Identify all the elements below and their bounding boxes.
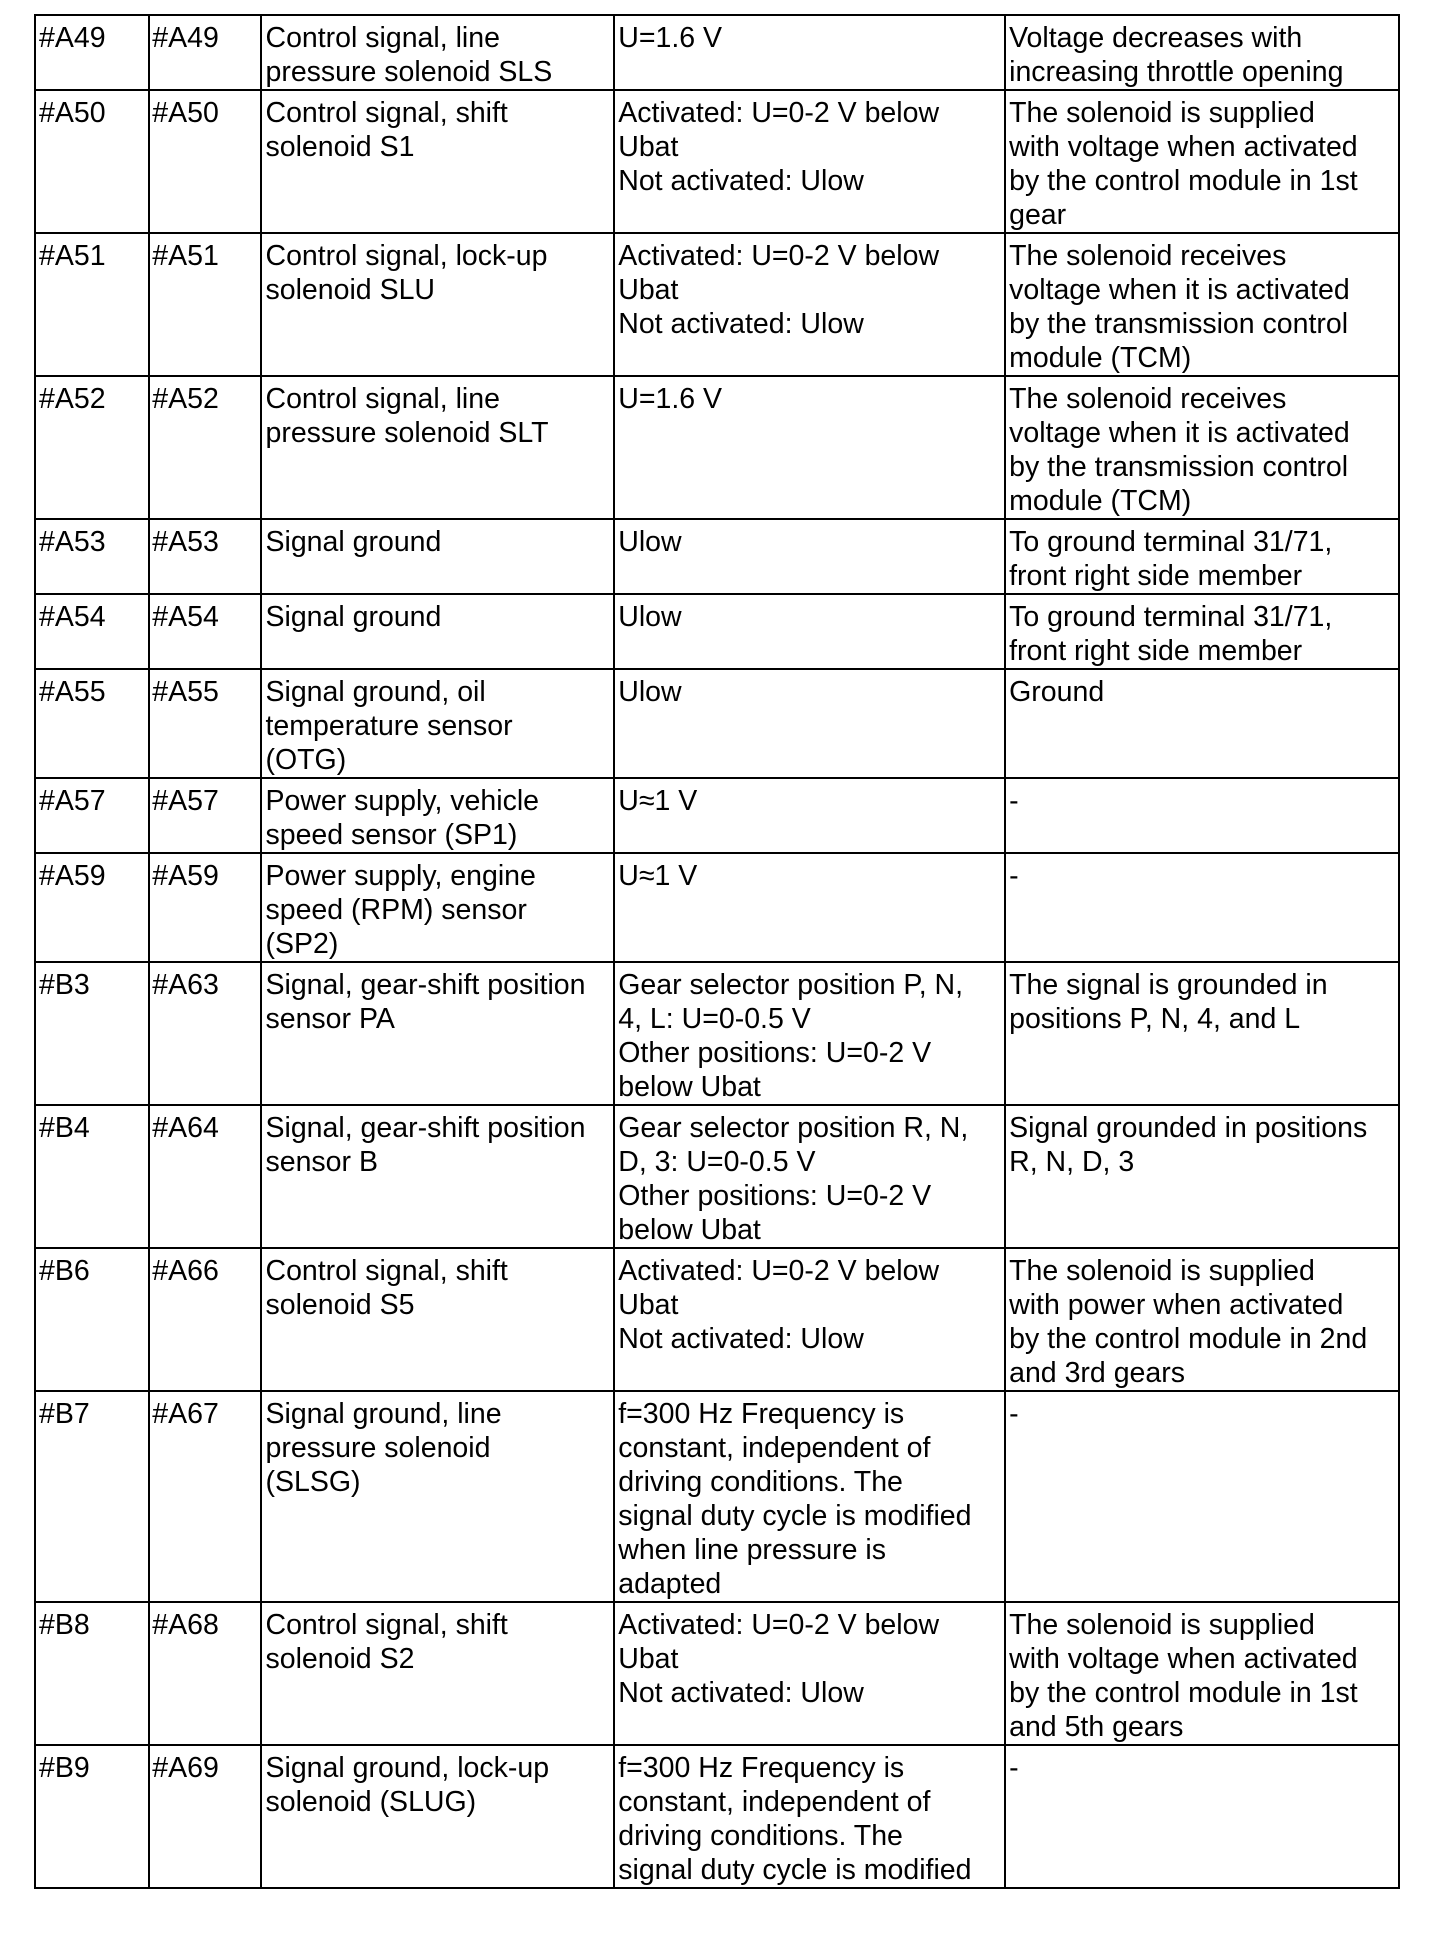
- pin-cell-b: #A67: [149, 1391, 261, 1602]
- pin-cell-b: #A49: [149, 15, 261, 90]
- table-row: [35, 1105, 1399, 1248]
- value-cell: Ulow: [614, 669, 1005, 778]
- table-row: [35, 962, 1399, 1105]
- description-cell: Control signal, line pressure solenoid SLT: [261, 376, 614, 519]
- value-cell: Activated: U=0-2 V below Ubat Not activated: Ulow: [614, 90, 1005, 233]
- note-cell: Voltage decreases with increasing throttle opening: [1005, 15, 1399, 90]
- note-cell: Signal grounded in positions R, N, D, 3: [1005, 1105, 1399, 1248]
- note-cell: The solenoid is supplied with voltage when activated by the control module in 1st gear: [1005, 90, 1399, 233]
- note-cell: -: [1005, 778, 1399, 853]
- description-cell: Control signal, lock-up solenoid SLU: [261, 233, 614, 376]
- value-cell: U≈1 V: [614, 778, 1005, 853]
- note-cell: -: [1005, 853, 1399, 962]
- description-cell: Power supply, engine speed (RPM) sensor (SP2): [261, 853, 614, 962]
- description-cell: Signal ground: [261, 594, 614, 669]
- pin-cell-a: #A57: [35, 778, 149, 853]
- note-cell: -: [1005, 1391, 1399, 1602]
- table-row: [35, 669, 1399, 778]
- note-cell: The solenoid receives voltage when it is activated by the transmission control module (TCM): [1005, 376, 1399, 519]
- pin-cell-b: #A57: [149, 778, 261, 853]
- table-row: [35, 853, 1399, 962]
- note-cell: The solenoid receives voltage when it is activated by the transmission control module (TCM): [1005, 233, 1399, 376]
- table-row: [35, 1391, 1399, 1602]
- pin-cell-b: #A53: [149, 519, 261, 594]
- note-cell: The solenoid is supplied with power when activated by the control module in 2nd and 3rd gears: [1005, 1248, 1399, 1391]
- pin-cell-a: #A59: [35, 853, 149, 962]
- note-cell: The solenoid is supplied with voltage when activated by the control module in 1st and 5th gears: [1005, 1602, 1399, 1745]
- pin-cell-b: #A51: [149, 233, 261, 376]
- table-row: [35, 233, 1399, 376]
- pin-cell-a: #A53: [35, 519, 149, 594]
- table-row: [35, 1745, 1399, 1888]
- pin-table-body: [35, 15, 1399, 1888]
- description-cell: Signal, gear-shift position sensor B: [261, 1105, 614, 1248]
- table-row: [35, 1602, 1399, 1745]
- pin-cell-a: #A50: [35, 90, 149, 233]
- pin-cell-a: #A52: [35, 376, 149, 519]
- pin-cell-a: #B4: [35, 1105, 149, 1248]
- pin-cell-a: #A54: [35, 594, 149, 669]
- pin-cell-b: #A50: [149, 90, 261, 233]
- value-cell: Gear selector position P, N, 4, L: U=0-0.5 V Other positions: U=0-2 V below Ubat: [614, 962, 1005, 1105]
- value-cell: U=1.6 V: [614, 15, 1005, 90]
- note-cell: Ground: [1005, 669, 1399, 778]
- value-cell: U=1.6 V: [614, 376, 1005, 519]
- note-cell: To ground terminal 31/71, front right side member: [1005, 519, 1399, 594]
- pin-cell-b: #A66: [149, 1248, 261, 1391]
- note-cell: To ground terminal 31/71, front right side member: [1005, 594, 1399, 669]
- value-cell: Ulow: [614, 594, 1005, 669]
- table-row: [35, 1248, 1399, 1391]
- pin-cell-a: #A51: [35, 233, 149, 376]
- value-cell: f=300 Hz Frequency is constant, independent of driving conditions. The signal duty cycle is modified when line pressure is adapted: [614, 1391, 1005, 1602]
- pin-cell-a: #B8: [35, 1602, 149, 1745]
- description-cell: Power supply, vehicle speed sensor (SP1): [261, 778, 614, 853]
- pin-cell-b: #A59: [149, 853, 261, 962]
- value-cell: f=300 Hz Frequency is constant, independent of driving conditions. The signal duty cycle is modified: [614, 1745, 1005, 1888]
- description-cell: Signal ground: [261, 519, 614, 594]
- table-row: [35, 594, 1399, 669]
- table-row: [35, 519, 1399, 594]
- value-cell: Gear selector position R, N, D, 3: U=0-0.5 V Other positions: U=0-2 V below Ubat: [614, 1105, 1005, 1248]
- value-cell: Activated: U=0-2 V below Ubat Not activated: Ulow: [614, 1248, 1005, 1391]
- pin-cell-b: #A54: [149, 594, 261, 669]
- pin-cell-b: #A68: [149, 1602, 261, 1745]
- table-row: [35, 15, 1399, 90]
- description-cell: Signal ground, lock-up solenoid (SLUG): [261, 1745, 614, 1888]
- table-row: [35, 90, 1399, 233]
- pin-table: [34, 14, 1400, 1889]
- value-cell: U≈1 V: [614, 853, 1005, 962]
- description-cell: Control signal, line pressure solenoid SLS: [261, 15, 614, 90]
- value-cell: Activated: U=0-2 V below Ubat Not activated: Ulow: [614, 233, 1005, 376]
- pin-cell-b: #A69: [149, 1745, 261, 1888]
- table-row: [35, 376, 1399, 519]
- description-cell: Control signal, shift solenoid S2: [261, 1602, 614, 1745]
- pin-cell-a: #B7: [35, 1391, 149, 1602]
- description-cell: Signal ground, oil temperature sensor (OTG): [261, 669, 614, 778]
- pin-cell-a: #A49: [35, 15, 149, 90]
- description-cell: Control signal, shift solenoid S1: [261, 90, 614, 233]
- pin-cell-a: #B3: [35, 962, 149, 1105]
- description-cell: Control signal, shift solenoid S5: [261, 1248, 614, 1391]
- pin-cell-a: #A55: [35, 669, 149, 778]
- table-row: [35, 778, 1399, 853]
- pin-cell-b: #A52: [149, 376, 261, 519]
- value-cell: Activated: U=0-2 V below Ubat Not activated: Ulow: [614, 1602, 1005, 1745]
- pin-cell-a: #B9: [35, 1745, 149, 1888]
- description-cell: Signal, gear-shift position sensor PA: [261, 962, 614, 1105]
- pin-cell-b: #A55: [149, 669, 261, 778]
- note-cell: The signal is grounded in positions P, N, 4, and L: [1005, 962, 1399, 1105]
- pin-cell-b: #A64: [149, 1105, 261, 1248]
- pin-cell-a: #B6: [35, 1248, 149, 1391]
- pin-cell-b: #A63: [149, 962, 261, 1105]
- description-cell: Signal ground, line pressure solenoid (SLSG): [261, 1391, 614, 1602]
- value-cell: Ulow: [614, 519, 1005, 594]
- note-cell: -: [1005, 1745, 1399, 1888]
